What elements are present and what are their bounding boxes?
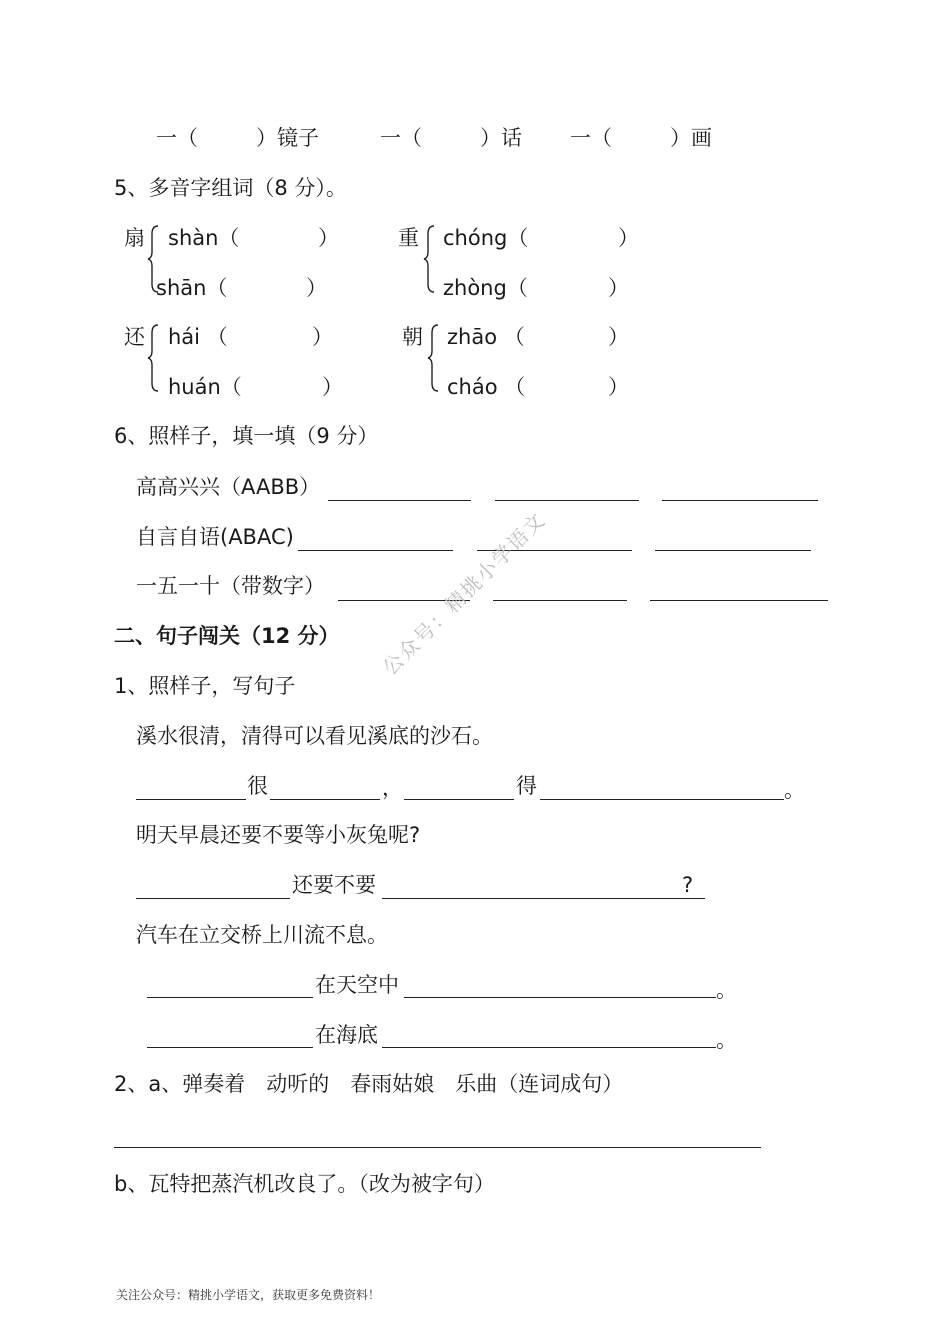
watermark: 公众号：精挑小学语文: [377, 507, 551, 680]
q2b-prompt: b、瓦特把蒸汽机改良了。（改为被字句）: [114, 1172, 495, 1196]
answer-blank[interactable]: [382, 898, 705, 899]
poly-char-1: 扇: [124, 226, 145, 250]
pinyin-close: ）: [322, 375, 343, 399]
answer-blank[interactable]: [650, 600, 828, 601]
answer-blank[interactable]: [328, 500, 471, 501]
footer-note: 关注公众号：精挑小学语文，获取更多免费资料！: [116, 1288, 381, 1302]
pinyin-close: ）: [608, 325, 629, 349]
q6-row-abac-label: 自言自语(ABAC): [136, 525, 294, 549]
example-sentence-3: 汽车在立交桥上川流不息。: [136, 923, 388, 947]
answer-blank[interactable]: [136, 799, 246, 800]
pinyin-close: ）: [318, 226, 339, 250]
q6-row-number-label: 一五一十（带数字）: [136, 574, 325, 598]
template-period: 。: [716, 1028, 737, 1052]
pinyin-close: ）: [312, 325, 333, 349]
answer-blank[interactable]: [495, 500, 639, 501]
pinyin-zhao1: zhāo （: [447, 325, 525, 349]
example-sentence-1: 溪水很清，清得可以看见溪底的沙石。: [136, 724, 493, 748]
measure-word-blank-3-open: 一（: [570, 126, 612, 150]
brace-icon: [422, 224, 436, 294]
pinyin-close: ）: [618, 226, 639, 250]
answer-blank[interactable]: [147, 997, 313, 998]
pinyin-chong2: chóng（: [443, 226, 529, 250]
poly-char-2: 重: [398, 226, 419, 250]
brace-icon: [426, 323, 440, 393]
answer-blank[interactable]: [404, 997, 716, 998]
measure-word-blank-2-close: ）话: [480, 126, 522, 150]
pinyin-close: ）: [608, 375, 629, 399]
measure-word-blank-2-open: 一（: [380, 126, 422, 150]
measure-word-blank-1-open: 一（: [156, 126, 198, 150]
answer-blank[interactable]: [114, 1147, 761, 1148]
pinyin-zhong4: zhòng（: [443, 276, 528, 300]
template-word-sea: 在海底: [315, 1023, 378, 1047]
answer-blank[interactable]: [540, 799, 784, 800]
poly-char-3: 还: [124, 325, 145, 349]
q5-title: 5、多音字组词（8 分）。: [114, 176, 347, 200]
pinyin-chao2: cháo （: [447, 375, 526, 399]
q6-title: 6、照样子，填一填（9 分）: [114, 424, 379, 448]
answer-blank[interactable]: [655, 550, 811, 551]
answer-blank[interactable]: [404, 799, 514, 800]
template-comma: ，: [382, 776, 403, 800]
answer-blank[interactable]: [147, 1047, 313, 1048]
q2a-prompt: 2、a、弹奏着 动听的 春雨姑娘 乐曲（连词成句）: [114, 1072, 624, 1096]
pinyin-shan4: shàn（: [168, 226, 240, 250]
answer-blank[interactable]: [136, 898, 290, 899]
pinyin-huan2: huán（: [168, 375, 242, 399]
answer-blank[interactable]: [662, 500, 818, 501]
answer-blank[interactable]: [298, 550, 453, 551]
example-sentence-2: 明天早晨还要不要等小灰兔呢?: [136, 823, 421, 847]
section-2-title: 二、句子闯关（12 分）: [114, 624, 340, 648]
template-question-mark: ?: [682, 873, 694, 897]
pinyin-shan1: shān（: [156, 276, 228, 300]
pinyin-hai2: hái （: [168, 325, 228, 349]
template-word-haiyaobuyao: 还要不要: [292, 873, 376, 897]
template-period: 。: [784, 778, 805, 802]
measure-word-blank-1-close: ）镜子: [256, 126, 319, 150]
answer-blank[interactable]: [270, 799, 380, 800]
answer-blank[interactable]: [382, 1047, 716, 1048]
template-period: 。: [716, 978, 737, 1002]
pinyin-close: ）: [608, 276, 629, 300]
brace-icon: [146, 323, 160, 393]
template-word-de: 得: [516, 774, 537, 798]
q6-row-aabb-label: 高高兴兴（AABB）: [136, 475, 321, 499]
template-word-sky: 在天空中: [315, 973, 399, 997]
q1-title: 1、照样子，写句子: [114, 674, 296, 698]
template-word-hen: 很: [247, 774, 268, 798]
answer-blank[interactable]: [493, 600, 627, 601]
measure-word-blank-3-close: ）画: [670, 126, 712, 150]
poly-char-4: 朝: [402, 325, 423, 349]
pinyin-close: ）: [306, 276, 327, 300]
